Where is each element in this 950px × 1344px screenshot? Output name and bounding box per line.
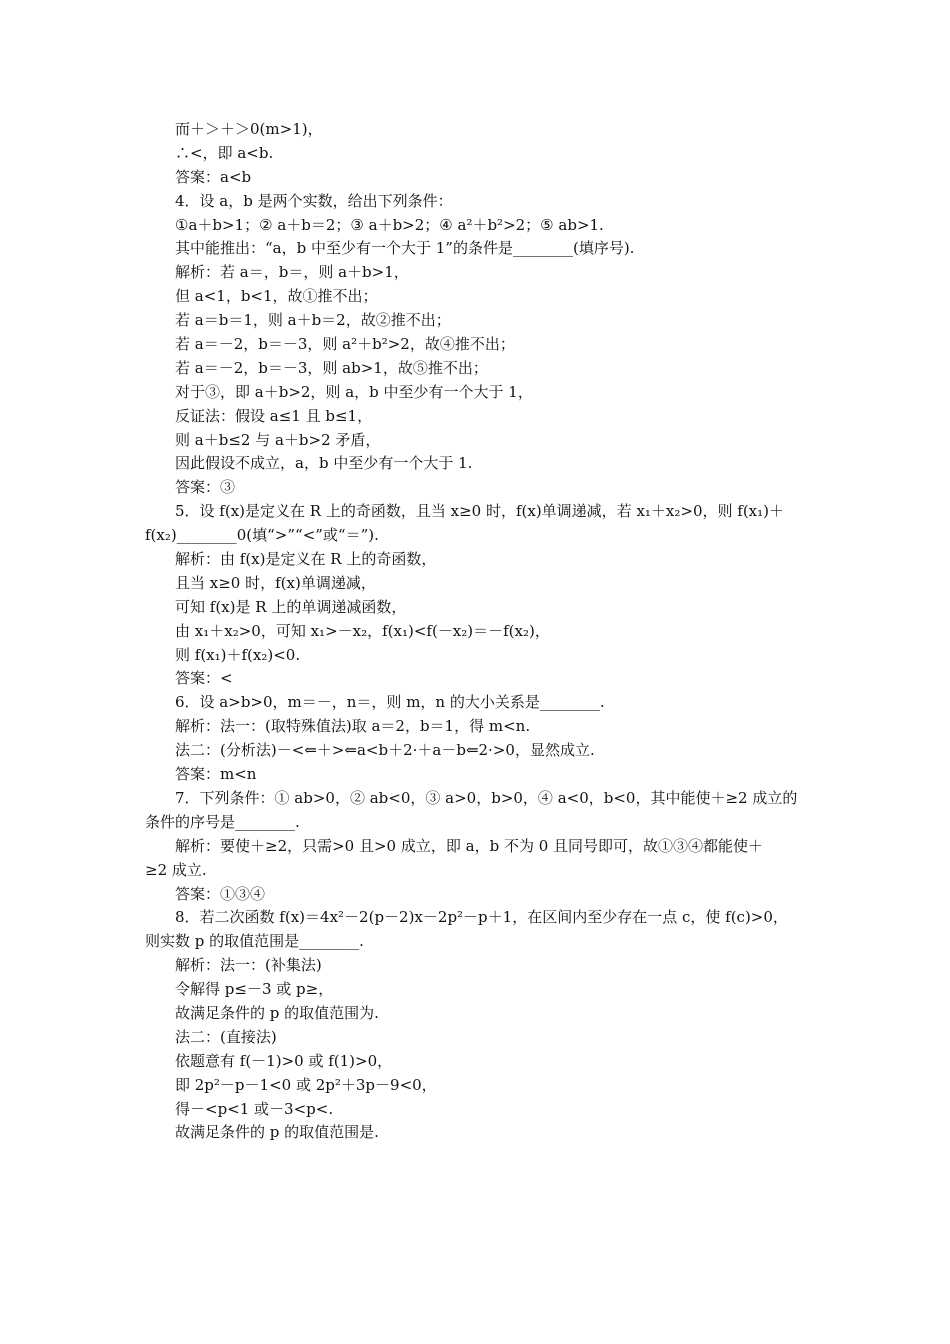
text-line: ≥2 成立.: [145, 860, 207, 879]
text-line: 则 f(x₁)＋f(x₂)<0.: [175, 645, 301, 664]
text-line: 且当 x≥0 时，f(x)单调递减，: [175, 573, 376, 592]
text-line: 解析：法一：(取特殊值法)取 a＝2，b＝1，得 m<n.: [175, 717, 531, 736]
text-line: 答案：m<n: [175, 765, 257, 784]
text-line: 4．设 a，b 是两个实数，给出下列条件：: [175, 191, 453, 210]
document-body: [145, 118, 810, 1145]
text-line: 因此假设不成立，a，b 中至少有一个大于 1.: [175, 454, 473, 473]
text-line: 故满足条件的 p 的取值范围为.: [175, 1003, 379, 1022]
text-line: 而＋＞＋＞0(m>1)，: [175, 120, 323, 138]
text-line: 解析：由 f(x)是定义在 R 上的奇函数，: [175, 550, 437, 569]
text-line: 对于③，即 a＋b>2，则 a，b 中至少有一个大于 1，: [175, 382, 533, 401]
text-line: ∴<，即 a<b.: [175, 143, 274, 162]
text-line: 则实数 p 的取值范围是________.: [145, 932, 364, 951]
text-line: 条件的序号是________.: [145, 812, 300, 831]
text-line: 5．设 f(x)是定义在 R 上的奇函数，且当 x≥0 时，f(x)单调递减，若 x₁＋x₂>0，则 f(x₁)＋: [175, 502, 785, 521]
text-line: 法二：(直接法): [175, 1027, 277, 1046]
text-line: 令解得 p≤－3 或 p≥，: [175, 980, 334, 999]
text-line: 解析：法一：(补集法): [175, 956, 322, 975]
text-line: 若 a＝－2，b＝－3，则 ab>1，故⑤推不出；: [175, 358, 488, 377]
text-line: 答案：<: [175, 669, 233, 688]
text-line: 依题意有 f(－1)>0 或 f(1)>0，: [175, 1051, 393, 1070]
text-line: 答案：③: [175, 478, 236, 497]
text-line: 若 a＝－2，b＝－3，则 a²＋b²>2，故④推不出；: [175, 335, 515, 354]
text-line: 若 a＝b＝1，则 a＋b＝2，故②推不出；: [175, 311, 451, 330]
text-line: ①a＋b>1；② a＋b＝2；③ a＋b>2；④ a²＋b²>2；⑤ ab>1.: [175, 215, 604, 234]
text-line: 即 2p²－p－1<0 或 2p²＋3p－9<0，: [175, 1075, 437, 1094]
text-line: 可知 f(x)是 R 上的单调递减函数，: [175, 597, 407, 616]
text-line: 得－<p<1 或－3<p<.: [175, 1099, 334, 1118]
text-line: 7．下列条件：① ab>0，② ab<0，③ a>0，b>0，④ a<0，b<0，其中能使＋≥2 成立的: [175, 788, 798, 807]
text-line: 6．设 a>b>0，m＝－，n＝，则 m，n 的大小关系是________.: [175, 693, 605, 712]
text-line: 故满足条件的 p 的取值范围是.: [175, 1123, 379, 1142]
text-line: 法二：(分析法)－<⇐＋>⇐a<b＋2·＋a－b⇐2·>0，显然成立.: [175, 741, 595, 760]
text-line: 8．若二次函数 f(x)＝4x²－2(p－2)x－2p²－p＋1，在区间内至少存在一点 c，使 f(c)>0，: [175, 908, 788, 927]
text-line: 解析：要使＋≥2，只需>0 且>0 成立，即 a，b 不为 0 且同号即可，故①③④都能使＋: [175, 836, 764, 855]
text-line: 则 a＋b≤2 与 a＋b>2 矛盾，: [175, 430, 381, 449]
text-line: 解析：若 a＝，b＝，则 a＋b>1，: [175, 263, 409, 282]
text-line: 答案：a<b: [175, 167, 252, 186]
text-line: f(x₂)________0(填“>”“<”或“＝”).: [145, 526, 379, 545]
text-line: 其中能推出：“a，b 中至少有一个大于 1”的条件是________(填序号).: [175, 239, 635, 258]
text-line: 反证法：假设 a≤1 且 b≤1，: [175, 406, 373, 425]
text-line: 答案：①③④: [175, 884, 266, 903]
text-line: 由 x₁＋x₂>0，可知 x₁>－x₂，f(x₁)<f(－x₂)＝－f(x₂)，: [175, 621, 550, 640]
text-line: 但 a<1，b<1，故①推不出；: [175, 287, 378, 306]
